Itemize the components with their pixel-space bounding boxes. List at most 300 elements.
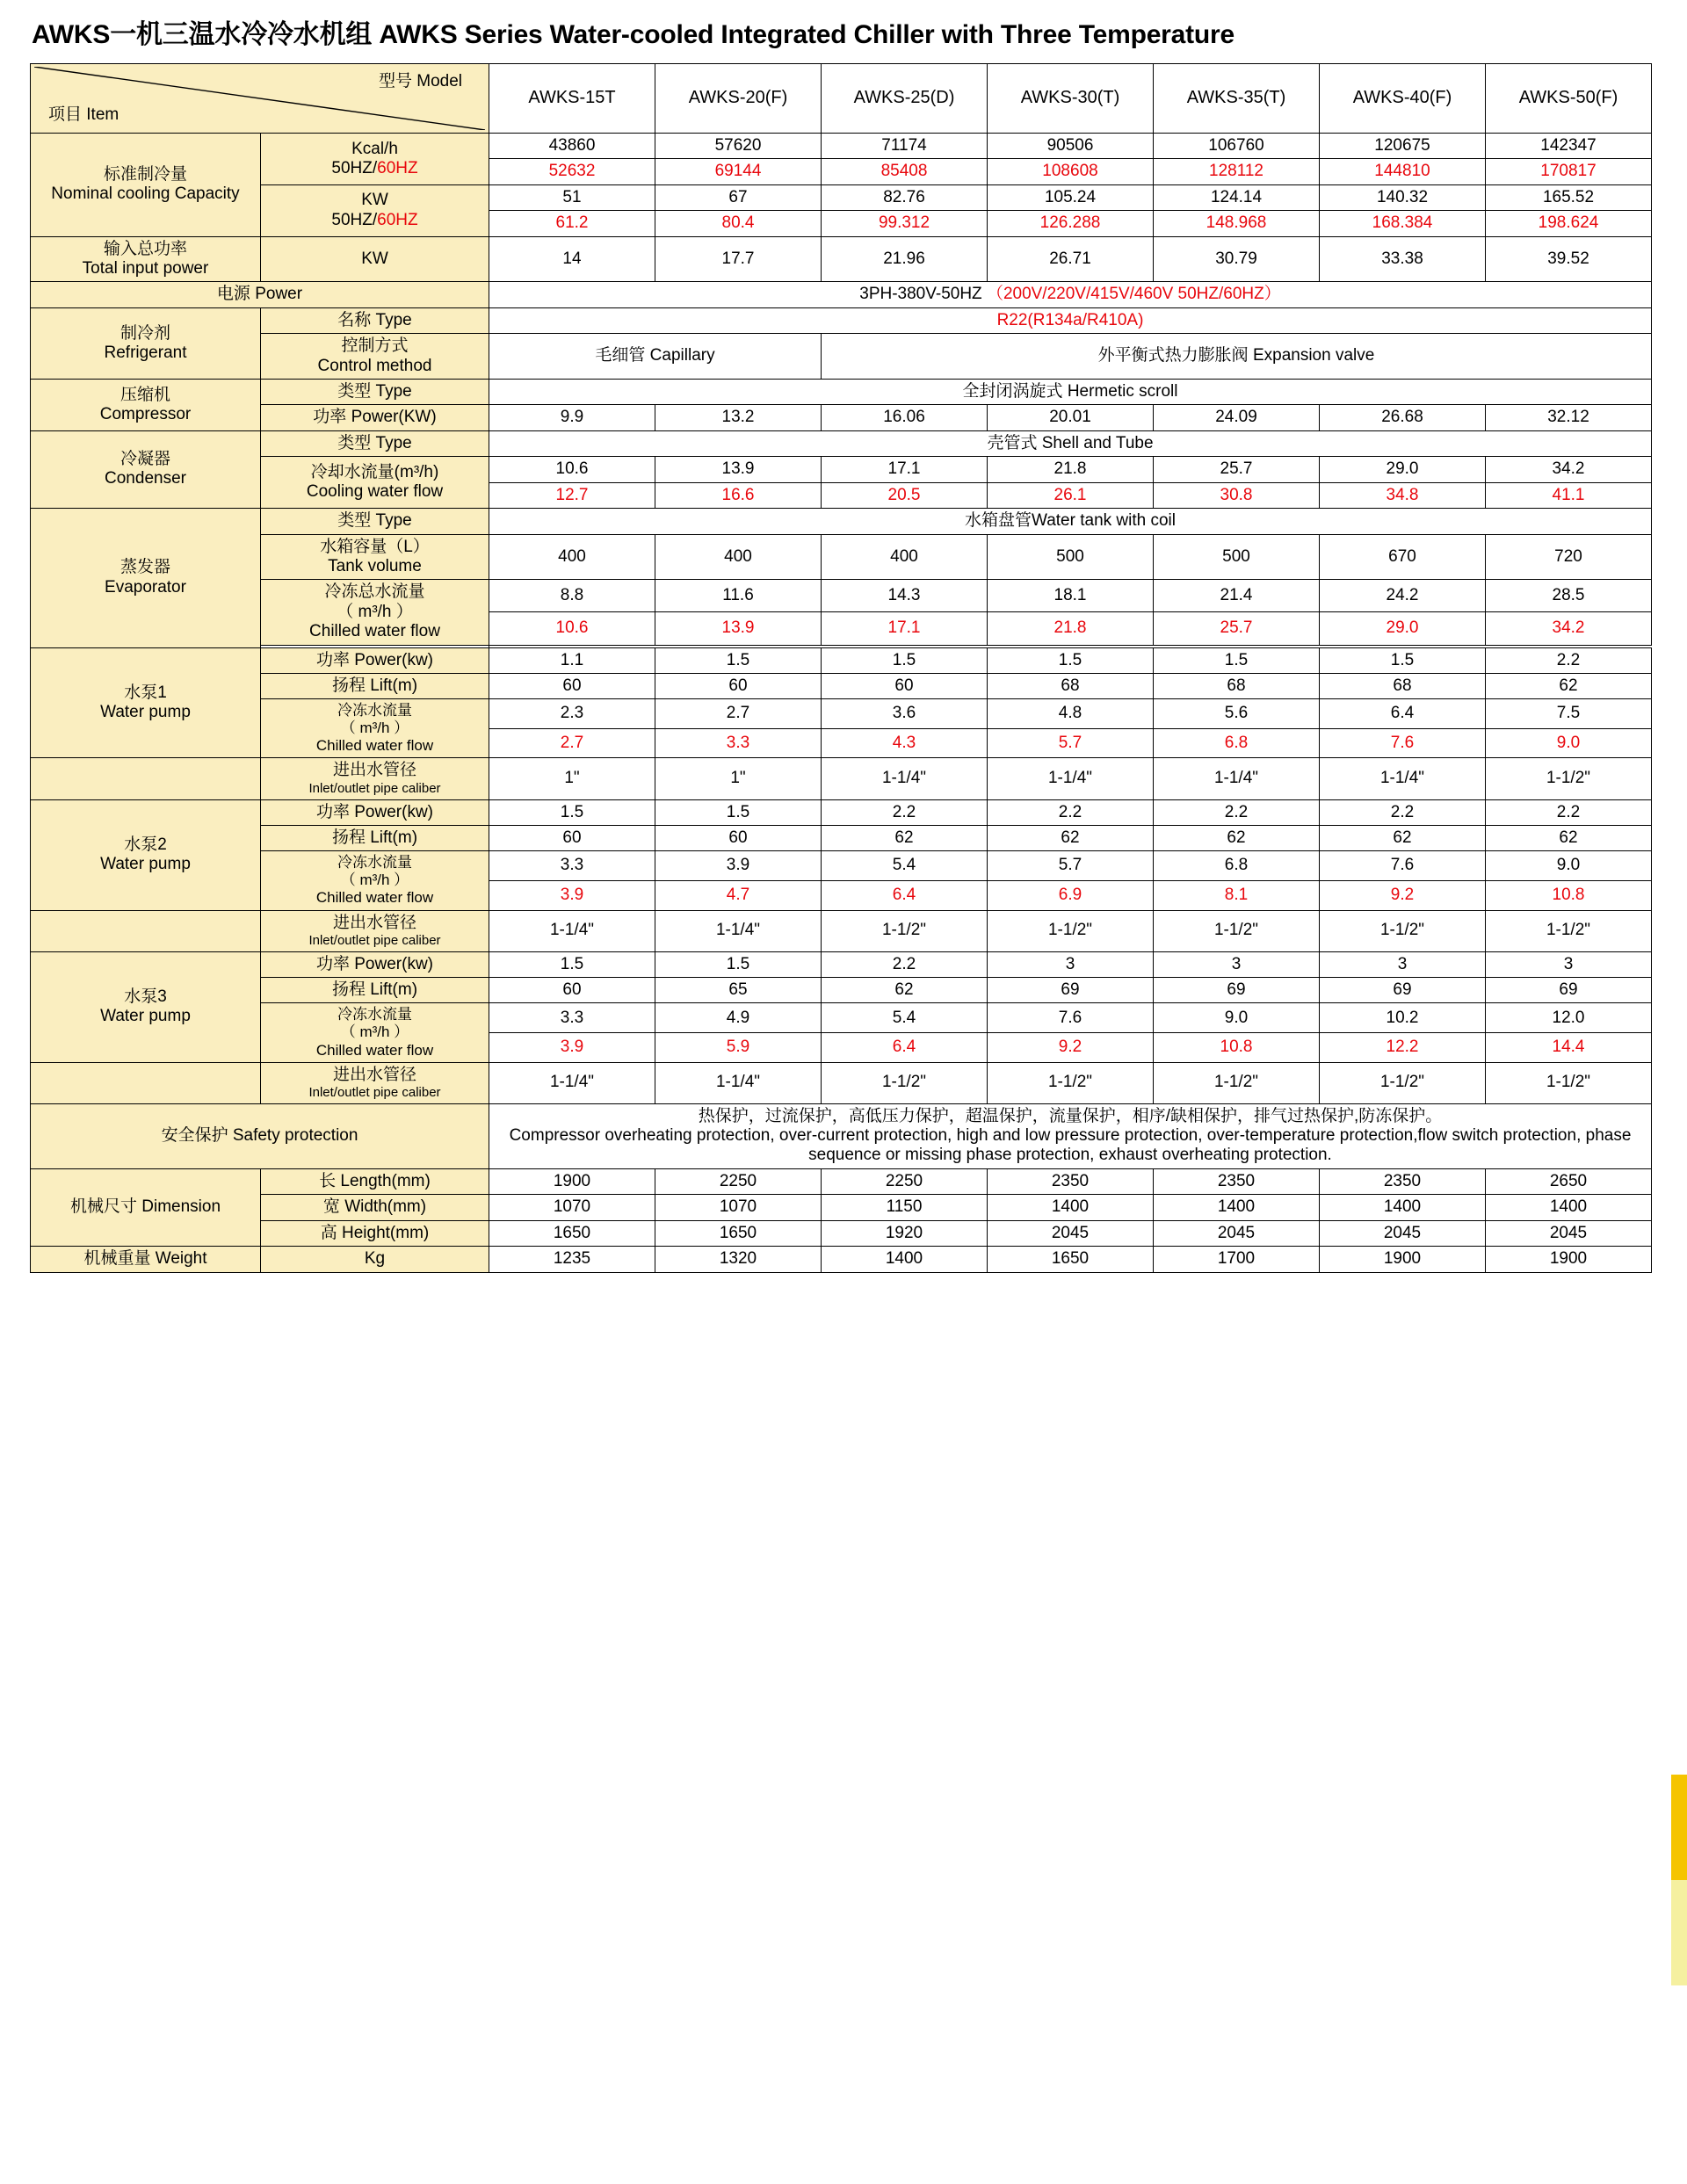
- cell-pump3-lift-1: 65: [655, 978, 822, 1003]
- group-label-pump1-en: Water pump: [100, 703, 191, 721]
- row-safety-protection: [31, 1103, 1652, 1168]
- row-weight: [31, 1247, 1652, 1272]
- tank-volume-en: Tank volume: [328, 556, 422, 575]
- model-header-4: AWKS-35(T): [1154, 64, 1320, 134]
- model-header-5: AWKS-40(F): [1320, 64, 1486, 134]
- cell-evap-flow60-3: 21.8: [988, 612, 1154, 645]
- item-label-tank-volume: [261, 534, 489, 580]
- cell-height-2: 1920: [822, 1220, 988, 1246]
- model-header-0: AWKS-15T: [489, 64, 655, 134]
- cell-pump2-flow50-6: 9.0: [1486, 851, 1652, 881]
- cell-pump1-flow50-4: 5.6: [1154, 699, 1320, 729]
- cell-evap-flow50-0: 8.8: [489, 580, 655, 612]
- cell-compressor-power-4: 24.09: [1154, 405, 1320, 430]
- pump3-flow-cn: 冷冻水流量: [337, 1006, 412, 1023]
- group-label-input-power-en: Total input power: [82, 259, 209, 278]
- row-pump3-power: [31, 951, 1652, 977]
- pump2-pipe-en: Inlet/outlet pipe caliber: [308, 932, 441, 948]
- row-evaporator-type: [31, 509, 1652, 534]
- cell-kw50-2: 82.76: [822, 184, 988, 210]
- cell-pump3-flow50-1: 4.9: [655, 1003, 822, 1033]
- cell-width-4: 1400: [1154, 1195, 1320, 1220]
- pump3-flow-unit: （ m³/h ）: [340, 1023, 409, 1041]
- item-label-height: 高 Height(mm): [261, 1220, 489, 1246]
- freq-50-kcal: 50HZ/: [331, 158, 378, 177]
- cell-pump1-pipe-2: 1-1/4": [822, 758, 988, 799]
- cell-pump1-pipe-6: 1-1/2": [1486, 758, 1652, 799]
- cell-kcal50-2: 71174: [822, 134, 988, 159]
- cell-power-supply-value: [489, 282, 1652, 307]
- item-label-evap-chilled-flow: [261, 580, 489, 645]
- group-label-compressor: [31, 380, 261, 431]
- group-label-input-power-cn: 输入总功率: [103, 239, 187, 258]
- cell-pump2-power-3: 2.2: [988, 799, 1154, 825]
- cell-pump3-flow50-2: 5.4: [822, 1003, 988, 1033]
- cell-tank-0: 400: [489, 534, 655, 580]
- cell-pump1-pipe-4: 1-1/4": [1154, 758, 1320, 799]
- cell-compressor-power-6: 32.12: [1486, 405, 1652, 430]
- cell-pump3-pipe-6: 1-1/2": [1486, 1062, 1652, 1103]
- item-label-pump2-lift: 扬程 Lift(m): [261, 825, 489, 850]
- group-label-condenser-en: Condenser: [105, 469, 186, 488]
- cell-length-4: 2350: [1154, 1168, 1320, 1194]
- cell-length-2: 2250: [822, 1168, 988, 1194]
- page-edge-tab-light: [1671, 1880, 1687, 1985]
- cell-length-3: 2350: [988, 1168, 1154, 1194]
- row-evap-chilled-50: [31, 580, 1652, 612]
- group-label-pump3-blank: [31, 1062, 261, 1103]
- group-label-input-power: [31, 236, 261, 282]
- cell-pump1-power-2: 1.5: [822, 647, 988, 673]
- cell-pump3-power-6: 3: [1486, 951, 1652, 977]
- group-label-pump1-cn: 水泵1: [124, 683, 167, 702]
- cell-evap-flow60-5: 29.0: [1320, 612, 1486, 645]
- cell-pump1-power-0: 1.1: [489, 647, 655, 673]
- cell-length-0: 1900: [489, 1168, 655, 1194]
- cell-pump2-lift-4: 62: [1154, 825, 1320, 850]
- cell-height-4: 2045: [1154, 1220, 1320, 1246]
- cell-pump1-power-6: 2.2: [1486, 647, 1652, 673]
- item-label-pump1-lift: 扬程 Lift(m): [261, 673, 489, 698]
- group-label-pump2-en: Water pump: [100, 855, 191, 874]
- cell-tank-2: 400: [822, 534, 988, 580]
- row-dimension-height: [31, 1220, 1652, 1246]
- cell-kw50-5: 140.32: [1320, 184, 1486, 210]
- cell-evap-flow50-4: 21.4: [1154, 580, 1320, 612]
- row-tank-volume: [31, 534, 1652, 580]
- cell-cond-flow50-6: 34.2: [1486, 457, 1652, 482]
- cell-pump2-flow60-6: 10.8: [1486, 880, 1652, 910]
- cell-pump2-flow50-1: 3.9: [655, 851, 822, 881]
- cell-evap-flow60-2: 17.1: [822, 612, 988, 645]
- group-label-cooling-capacity-en: Nominal cooling Capacity: [51, 184, 240, 204]
- cell-evap-flow60-4: 25.7: [1154, 612, 1320, 645]
- cell-pump3-flow50-5: 10.2: [1320, 1003, 1486, 1033]
- cell-width-6: 1400: [1486, 1195, 1652, 1220]
- cell-pump2-lift-6: 62: [1486, 825, 1652, 850]
- cell-evap-flow50-1: 11.6: [655, 580, 822, 612]
- item-label-pump3-flow: [261, 1003, 489, 1062]
- group-label-pump2-blank: [31, 910, 261, 951]
- cell-pump2-flow50-0: 3.3: [489, 851, 655, 881]
- pump3-pipe-en: Inlet/outlet pipe caliber: [308, 1084, 441, 1100]
- evap-chilled-unit: （ m³/h ）: [337, 602, 413, 621]
- pump2-flow-unit: （ m³/h ）: [340, 871, 409, 889]
- cell-pump2-pipe-6: 1-1/2": [1486, 910, 1652, 951]
- model-header-2: AWKS-25(D): [822, 64, 988, 134]
- cell-input-power-4: 30.79: [1154, 236, 1320, 282]
- evap-chilled-en: Chilled water flow: [309, 622, 440, 641]
- row-compressor-power: [31, 405, 1652, 430]
- pump1-flow-unit: （ m³/h ）: [340, 720, 409, 737]
- cell-cond-flow50-4: 25.7: [1154, 457, 1320, 482]
- cell-pump3-pipe-1: 1-1/4": [655, 1062, 822, 1103]
- cell-tank-1: 400: [655, 534, 822, 580]
- item-label-compressor-power: 功率 Power(KW): [261, 405, 489, 430]
- unit-kcal: Kcal/h: [351, 139, 398, 158]
- item-label-kw: [261, 184, 489, 236]
- cell-pump1-pipe-3: 1-1/4": [988, 758, 1154, 799]
- model-header-3: AWKS-30(T): [988, 64, 1154, 134]
- cell-weight-3: 1650: [988, 1247, 1154, 1272]
- cell-width-5: 1400: [1320, 1195, 1486, 1220]
- cell-kw60-5: 168.384: [1320, 211, 1486, 236]
- row-pump2-flow: [31, 851, 1652, 881]
- cell-pump1-pipe-5: 1-1/4": [1320, 758, 1486, 799]
- group-label-condenser: [31, 430, 261, 508]
- row-compressor-type: [31, 380, 1652, 405]
- freq-50-kw: 50HZ/: [331, 210, 378, 229]
- label-weight: 机械重量 Weight: [31, 1247, 261, 1272]
- header-corner-cell: [31, 64, 489, 134]
- cell-pump3-flow60-1: 5.9: [655, 1033, 822, 1063]
- cell-pump1-power-3: 1.5: [988, 647, 1154, 673]
- model-header-6: AWKS-50(F): [1486, 64, 1652, 134]
- cell-pump2-flow60-3: 6.9: [988, 880, 1154, 910]
- cell-pump2-flow60-4: 8.1: [1154, 880, 1320, 910]
- cell-pump2-pipe-2: 1-1/2": [822, 910, 988, 951]
- label-dimension: 机械尺寸 Dimension: [31, 1168, 261, 1246]
- cell-pump3-lift-2: 62: [822, 978, 988, 1003]
- cell-pump1-flow50-1: 2.7: [655, 699, 822, 729]
- cell-kcal60-1: 69144: [655, 159, 822, 184]
- cell-pump2-power-2: 2.2: [822, 799, 988, 825]
- row-pump2-pipe: [31, 910, 1652, 951]
- row-pump1-flow: [31, 699, 1652, 729]
- item-label-pump3-lift: 扬程 Lift(m): [261, 978, 489, 1003]
- cell-weight-1: 1320: [655, 1247, 822, 1272]
- cell-pump1-lift-6: 62: [1486, 673, 1652, 698]
- cell-refrigerant-type-value: R22(R134a/R410A): [489, 307, 1652, 333]
- cell-pump1-flow50-0: 2.3: [489, 699, 655, 729]
- label-power-supply: 电源 Power: [31, 282, 489, 307]
- cell-width-0: 1070: [489, 1195, 655, 1220]
- item-label-control-method: [261, 334, 489, 380]
- cell-pump2-flow60-2: 6.4: [822, 880, 988, 910]
- cell-input-power-3: 26.71: [988, 236, 1154, 282]
- cell-evap-flow60-1: 13.9: [655, 612, 822, 645]
- cell-kw50-6: 165.52: [1486, 184, 1652, 210]
- cell-pump2-power-6: 2.2: [1486, 799, 1652, 825]
- cell-pump3-power-1: 1.5: [655, 951, 822, 977]
- item-label-evaporator-type: 类型 Type: [261, 509, 489, 534]
- row-pump2-power: [31, 799, 1652, 825]
- cell-pump1-flow60-5: 7.6: [1320, 728, 1486, 758]
- cell-pump3-power-4: 3: [1154, 951, 1320, 977]
- model-header-1: AWKS-20(F): [655, 64, 822, 134]
- cell-cond-flow60-1: 16.6: [655, 482, 822, 508]
- cell-cond-flow60-2: 20.5: [822, 482, 988, 508]
- item-label-kcal: [261, 134, 489, 185]
- cell-tank-4: 500: [1154, 534, 1320, 580]
- cell-evap-flow50-2: 14.3: [822, 580, 988, 612]
- cell-pump2-power-5: 2.2: [1320, 799, 1486, 825]
- cell-tank-5: 670: [1320, 534, 1486, 580]
- cell-input-power-1: 17.7: [655, 236, 822, 282]
- cell-pump3-flow50-4: 9.0: [1154, 1003, 1320, 1033]
- pump1-pipe-cn: 进出水管径: [332, 761, 416, 780]
- cell-weight-4: 1700: [1154, 1247, 1320, 1272]
- cell-cond-flow50-2: 17.1: [822, 457, 988, 482]
- item-label-length: 长 Length(mm): [261, 1168, 489, 1194]
- cell-pump3-pipe-2: 1-1/2": [822, 1062, 988, 1103]
- pump3-pipe-cn: 进出水管径: [332, 1065, 416, 1084]
- evap-chilled-cn: 冷冻总水流量: [324, 582, 425, 602]
- cell-width-1: 1070: [655, 1195, 822, 1220]
- cell-pump3-flow60-0: 3.9: [489, 1033, 655, 1063]
- group-label-pump3-en: Water pump: [100, 1007, 191, 1026]
- cell-pump1-lift-1: 60: [655, 673, 822, 698]
- cell-weight-2: 1400: [822, 1247, 988, 1272]
- cell-compressor-type-value: 全封闭涡旋式 Hermetic scroll: [489, 380, 1652, 405]
- cell-pump3-lift-0: 60: [489, 978, 655, 1003]
- cell-weight-5: 1900: [1320, 1247, 1486, 1272]
- cell-pump2-flow50-2: 5.4: [822, 851, 988, 881]
- cell-pump3-pipe-4: 1-1/2": [1154, 1062, 1320, 1103]
- cell-pump2-flow50-3: 5.7: [988, 851, 1154, 881]
- cell-cond-flow60-0: 12.7: [489, 482, 655, 508]
- cell-pump1-lift-2: 60: [822, 673, 988, 698]
- cell-compressor-power-0: 9.9: [489, 405, 655, 430]
- cell-evap-flow50-3: 18.1: [988, 580, 1154, 612]
- row-total-input-power: [31, 236, 1652, 282]
- cell-pump2-lift-5: 62: [1320, 825, 1486, 850]
- item-label-pump1-flow: [261, 699, 489, 758]
- cell-pump1-lift-4: 68: [1154, 673, 1320, 698]
- cell-pump1-flow50-3: 4.8: [988, 699, 1154, 729]
- cell-pump3-flow60-4: 10.8: [1154, 1033, 1320, 1063]
- cell-height-5: 2045: [1320, 1220, 1486, 1246]
- cell-input-power-0: 14: [489, 236, 655, 282]
- cell-kw50-0: 51: [489, 184, 655, 210]
- item-label-pump1-power: 功率 Power(kw): [261, 647, 489, 673]
- cell-cond-flow50-0: 10.6: [489, 457, 655, 482]
- cell-kw60-6: 198.624: [1486, 211, 1652, 236]
- group-label-compressor-en: Compressor: [99, 404, 192, 423]
- cell-cond-flow50-3: 21.8: [988, 457, 1154, 482]
- control-method-cn: 控制方式: [341, 336, 409, 356]
- item-label-compressor-type: 类型 Type: [261, 380, 489, 405]
- cell-kw60-0: 61.2: [489, 211, 655, 236]
- group-label-cooling-capacity: [31, 134, 261, 237]
- cell-control-expansion-valve: 外平衡式热力膨胀阀 Expansion valve: [822, 334, 1652, 380]
- row-condenser-type: [31, 430, 1652, 456]
- cell-input-power-5: 33.38: [1320, 236, 1486, 282]
- cell-kw50-4: 124.14: [1154, 184, 1320, 210]
- power-supply-black: 3PH-380V-50HZ: [859, 285, 982, 304]
- cell-pump1-power-5: 1.5: [1320, 647, 1486, 673]
- item-label-pump2-power: 功率 Power(kw): [261, 799, 489, 825]
- group-label-evaporator-en: Evaporator: [105, 577, 186, 597]
- item-label-width: 宽 Width(mm): [261, 1195, 489, 1220]
- cell-kcal50-6: 142347: [1486, 134, 1652, 159]
- cell-kcal50-5: 120675: [1320, 134, 1486, 159]
- cell-pump3-pipe-3: 1-1/2": [988, 1062, 1154, 1103]
- item-label-pump2-pipe: [261, 910, 489, 951]
- cell-pump2-pipe-5: 1-1/2": [1320, 910, 1486, 951]
- cell-weight-6: 1900: [1486, 1247, 1652, 1272]
- group-label-pump3-cn: 水泵3: [124, 987, 167, 1006]
- group-label-evaporator: [31, 509, 261, 647]
- page-title: AWKS一机三温水冷冷水机组 AWKS Series Water-cooled Integrated Chiller with Three Temperature: [32, 20, 1235, 49]
- cell-length-5: 2350: [1320, 1168, 1486, 1194]
- tank-volume-cn: 水箱容量（L）: [320, 537, 430, 556]
- cell-pump3-flow50-0: 3.3: [489, 1003, 655, 1033]
- cell-weight-0: 1235: [489, 1247, 655, 1272]
- cell-height-1: 1650: [655, 1220, 822, 1246]
- cell-kcal60-6: 170817: [1486, 159, 1652, 184]
- item-label-pump1-pipe: [261, 758, 489, 799]
- item-label-condenser-type: 类型 Type: [261, 430, 489, 456]
- cell-pump3-lift-3: 69: [988, 978, 1154, 1003]
- cell-pump2-power-4: 2.2: [1154, 799, 1320, 825]
- freq-60-kw: 60HZ: [377, 210, 418, 229]
- cell-length-6: 2650: [1486, 1168, 1652, 1194]
- cell-compressor-power-1: 13.2: [655, 405, 822, 430]
- page-edge-tab-yellow: [1671, 1775, 1687, 1880]
- group-label-pump2: [31, 799, 261, 910]
- cell-safety-protection-text: [489, 1103, 1652, 1168]
- cell-input-power-2: 21.96: [822, 236, 988, 282]
- safety-text-cn: 热保护，过流保护，高低压力保护，超温保护，流量保护，相序/缺相保护，排气过热保护,防冻保护。: [698, 1106, 1443, 1125]
- group-label-pump1-blank: [31, 758, 261, 799]
- cell-height-0: 1650: [489, 1220, 655, 1246]
- cell-kw50-3: 105.24: [988, 184, 1154, 210]
- unit-kw: KW: [361, 191, 388, 210]
- cell-pump1-pipe-1: 1": [655, 758, 822, 799]
- pump2-flow-cn: 冷冻水流量: [337, 854, 412, 871]
- cell-pump2-flow60-5: 9.2: [1320, 880, 1486, 910]
- group-label-condenser-cn: 冷凝器: [119, 450, 170, 469]
- pump2-flow-en: Chilled water flow: [315, 889, 434, 907]
- specification-table: [30, 63, 1652, 1273]
- cell-pump2-flow60-0: 3.9: [489, 880, 655, 910]
- row-pump3-pipe: [31, 1062, 1652, 1103]
- pump2-pipe-cn: 进出水管径: [332, 913, 416, 932]
- pump1-pipe-en: Inlet/outlet pipe caliber: [308, 780, 441, 796]
- cell-evaporator-type-value: 水箱盘管Water tank with coil: [489, 509, 1652, 534]
- cell-length-1: 2250: [655, 1168, 822, 1194]
- table-header-row: [31, 64, 1652, 134]
- cell-kw60-3: 126.288: [988, 211, 1154, 236]
- group-label-refrigerant: [31, 307, 261, 379]
- cell-compressor-power-3: 20.01: [988, 405, 1154, 430]
- cell-pump3-flow50-3: 7.6: [988, 1003, 1154, 1033]
- freq-60-kcal: 60HZ: [377, 158, 418, 177]
- cell-evap-flow60-0: 10.6: [489, 612, 655, 645]
- cell-pump2-lift-2: 62: [822, 825, 988, 850]
- group-label-pump2-cn: 水泵2: [124, 835, 167, 854]
- cell-evap-flow60-6: 34.2: [1486, 612, 1652, 645]
- cell-pump1-lift-5: 68: [1320, 673, 1486, 698]
- cell-pump3-flow60-5: 12.2: [1320, 1033, 1486, 1063]
- header-model-label: 型号 Model: [378, 72, 462, 90]
- pump3-flow-en: Chilled water flow: [315, 1041, 434, 1059]
- cell-cond-flow60-4: 30.8: [1154, 482, 1320, 508]
- cell-condenser-type-value: 壳管式 Shell and Tube: [489, 430, 1652, 456]
- cell-pump2-pipe-0: 1-1/4": [489, 910, 655, 951]
- group-label-refrigerant-cn: 制冷剂: [119, 323, 170, 343]
- cell-pump3-pipe-0: 1-1/4": [489, 1062, 655, 1103]
- group-label-compressor-cn: 压缩机: [119, 385, 170, 404]
- item-label-refrigerant-type: 名称 Type: [261, 307, 489, 333]
- control-method-en: Control method: [317, 356, 432, 375]
- cell-pump1-flow60-3: 5.7: [988, 728, 1154, 758]
- cell-width-2: 1150: [822, 1195, 988, 1220]
- cell-kcal60-0: 52632: [489, 159, 655, 184]
- cell-pump1-power-1: 1.5: [655, 647, 822, 673]
- cell-control-capillary: 毛细管 Capillary: [489, 334, 822, 380]
- cell-pump3-lift-5: 69: [1320, 978, 1486, 1003]
- cell-pump1-flow60-4: 6.8: [1154, 728, 1320, 758]
- cell-pump1-lift-3: 68: [988, 673, 1154, 698]
- row-cooling-capacity-kcal: [31, 134, 1652, 159]
- cell-pump3-flow60-3: 9.2: [988, 1033, 1154, 1063]
- header-item-label: 项目 Item: [48, 105, 119, 124]
- cell-pump3-lift-6: 69: [1486, 978, 1652, 1003]
- cell-pump3-flow50-6: 12.0: [1486, 1003, 1652, 1033]
- row-pump1-pipe: [31, 758, 1652, 799]
- cell-pump1-power-4: 1.5: [1154, 647, 1320, 673]
- cell-pump2-pipe-1: 1-1/4": [655, 910, 822, 951]
- cell-kcal50-1: 57620: [655, 134, 822, 159]
- group-label-refrigerant-en: Refrigerant: [104, 343, 187, 362]
- cell-pump1-flow50-5: 6.4: [1320, 699, 1486, 729]
- cell-tank-3: 500: [988, 534, 1154, 580]
- row-pump3-lift: [31, 978, 1652, 1003]
- row-pump1-power: [31, 647, 1652, 673]
- cell-kcal60-5: 144810: [1320, 159, 1486, 184]
- cooling-water-flow-cn: 冷却水流量(m³/h): [310, 462, 439, 481]
- cell-pump1-flow60-2: 4.3: [822, 728, 988, 758]
- group-label-pump3: [31, 951, 261, 1062]
- item-label-weight-unit: Kg: [261, 1247, 489, 1272]
- cell-evap-flow50-6: 28.5: [1486, 580, 1652, 612]
- cell-pump1-flow60-1: 3.3: [655, 728, 822, 758]
- cell-kcal60-2: 85408: [822, 159, 988, 184]
- cell-kw60-1: 80.4: [655, 211, 822, 236]
- cell-pump2-power-1: 1.5: [655, 799, 822, 825]
- cell-evap-flow50-5: 24.2: [1320, 580, 1486, 612]
- cell-pump1-flow60-0: 2.7: [489, 728, 655, 758]
- cell-pump3-power-3: 3: [988, 951, 1154, 977]
- cell-pump3-power-2: 2.2: [822, 951, 988, 977]
- pump1-flow-cn: 冷冻水流量: [337, 702, 412, 720]
- cell-kcal50-3: 90506: [988, 134, 1154, 159]
- cell-pump2-flow60-1: 4.7: [655, 880, 822, 910]
- cell-kcal50-0: 43860: [489, 134, 655, 159]
- cell-pump3-flow60-2: 6.4: [822, 1033, 988, 1063]
